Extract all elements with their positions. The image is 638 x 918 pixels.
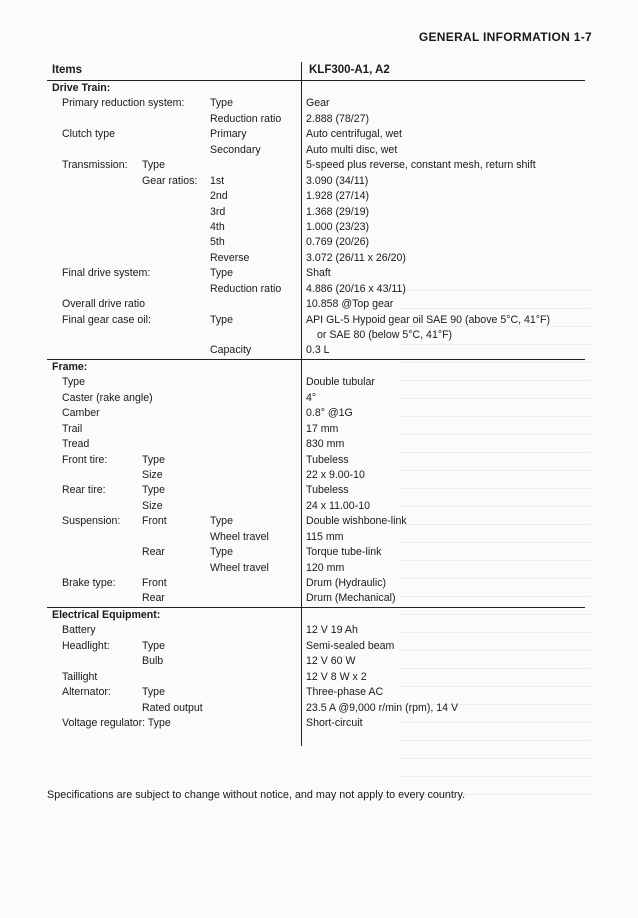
table-row xyxy=(47,189,585,204)
table-row xyxy=(47,112,585,127)
item-label: Type xyxy=(62,376,85,389)
items-column-header: Items xyxy=(52,64,83,76)
item-label: Taillight xyxy=(62,670,98,683)
spec-value: 1.000 (23/23) xyxy=(306,220,370,233)
spec-value: 22 x 9.00-10 xyxy=(306,468,365,481)
table-row xyxy=(47,343,585,358)
sub-label: Front xyxy=(142,577,167,589)
item-label: Brake type: xyxy=(62,577,116,589)
spec-value: 3.072 (26/11 x 26/20) xyxy=(306,251,406,264)
spec-value: 0.769 (20/26) xyxy=(306,236,370,249)
spec-value: Short-circuit xyxy=(306,716,363,729)
spec-value: Drum (Hydraulic) xyxy=(306,577,387,589)
table-row xyxy=(47,158,585,173)
detail-label: Type xyxy=(210,546,233,559)
item-label: Camber xyxy=(62,407,100,420)
detail-label: Capacity xyxy=(210,344,252,357)
item-label: Primary reduction system: xyxy=(62,97,185,110)
table-row xyxy=(47,670,585,685)
detail-label: 3rd xyxy=(210,205,226,218)
table-row xyxy=(47,685,585,700)
sub-label: Bulb xyxy=(142,655,164,668)
table-header xyxy=(47,62,585,81)
detail-label: Wheel travel xyxy=(210,530,269,543)
table-row xyxy=(47,607,585,623)
footnote: Specifications are subject to change without notice, and may not apply to every country. xyxy=(47,789,466,801)
detail-label: Reduction ratio xyxy=(210,282,282,295)
spec-value: Three-phase AC xyxy=(306,686,384,699)
table-row xyxy=(47,297,585,312)
spec-value: 1.368 (29/19) xyxy=(306,205,370,218)
table-row xyxy=(47,499,585,514)
detail-label: Type xyxy=(210,97,233,110)
spec-value: 4° xyxy=(306,391,317,404)
table-body xyxy=(47,81,585,731)
spec-value: 12 V 60 W xyxy=(306,655,356,668)
detail-label: 5th xyxy=(210,236,225,249)
table-row xyxy=(47,375,585,390)
spec-value: API GL-5 Hypoid gear oil SAE 90 (above 5°C, 41°F) xyxy=(306,313,551,326)
sub-label: Type xyxy=(142,159,165,172)
spec-value: Double wishbone-link xyxy=(306,515,407,528)
section-heading: Drive Train: xyxy=(52,82,111,94)
item-label: Headlight: xyxy=(62,639,110,652)
item-label: Caster (rake angle) xyxy=(62,391,153,404)
section-heading: Electrical Equipment: xyxy=(52,608,161,621)
spec-value: 115 mm xyxy=(306,530,344,543)
sub-label: Rated output xyxy=(142,701,203,714)
model-column-header: KLF300-A1, A2 xyxy=(309,64,390,76)
table-row xyxy=(47,453,585,468)
table-row xyxy=(47,623,585,638)
spec-value: Tubeless xyxy=(306,453,349,466)
sub-label: Type xyxy=(142,686,165,699)
spec-value: 0.8° @1G xyxy=(306,407,353,420)
table-row xyxy=(47,530,585,545)
spec-value: Drum (Mechanical) xyxy=(306,592,396,605)
detail-label: 1st xyxy=(210,174,225,187)
detail-label: Reduction ratio xyxy=(210,112,282,125)
table-row xyxy=(47,81,585,96)
spec-value: 5-speed plus reverse, constant mesh, return shift xyxy=(306,159,536,172)
sub-label: Type xyxy=(142,484,165,497)
spec-value: Double tubular xyxy=(306,376,375,389)
item-label: Battery xyxy=(62,624,96,637)
table-row xyxy=(47,174,585,189)
sub-label: Front xyxy=(142,515,167,528)
table-row xyxy=(47,576,585,591)
sub-label: Size xyxy=(142,468,163,481)
table-row xyxy=(47,468,585,483)
detail-label: Type xyxy=(210,515,233,528)
detail-label: 4th xyxy=(210,220,225,233)
table-row xyxy=(47,591,585,606)
spec-value: 830 mm xyxy=(306,438,345,451)
table-row xyxy=(47,205,585,220)
spec-value-continued: or SAE 80 (below 5°C, 41°F) xyxy=(317,329,453,341)
sub-label: Size xyxy=(142,499,163,512)
item-label: Final gear case oil: xyxy=(62,313,151,326)
table-row xyxy=(47,220,585,235)
spec-value: 12 V 19 Ah xyxy=(306,624,358,637)
table-row xyxy=(47,96,585,111)
spec-value: 0.3 L xyxy=(306,344,330,357)
spec-value: Auto centrifugal, wet xyxy=(306,128,402,141)
detail-label: Type xyxy=(210,267,233,280)
table-row xyxy=(47,359,585,375)
detail-label: Type xyxy=(210,313,233,326)
spec-value: Tubeless xyxy=(306,484,349,497)
spec-value: Torque tube-link xyxy=(306,546,382,559)
spec-value: 24 x 11.00-10 xyxy=(306,499,371,512)
table-row xyxy=(47,422,585,437)
sub-label: Rear xyxy=(142,592,165,605)
spec-value: 12 V 8 W x 2 xyxy=(306,670,367,683)
table-row xyxy=(47,561,585,576)
sub-label: Rear xyxy=(142,546,165,559)
table-row xyxy=(47,639,585,654)
item-label: Transmission: xyxy=(62,159,128,172)
table-row xyxy=(47,266,585,281)
table-row xyxy=(47,406,585,421)
table-row xyxy=(47,701,585,716)
table-row xyxy=(47,483,585,498)
table-row xyxy=(47,654,585,669)
table-row xyxy=(47,251,585,266)
table-row xyxy=(47,235,585,250)
detail-label: 2nd xyxy=(210,190,228,203)
table-row xyxy=(47,143,585,158)
table-row xyxy=(47,514,585,529)
spec-value: Auto multi disc, wet xyxy=(306,143,398,156)
item-label: Final drive system: xyxy=(62,267,151,280)
spec-value: 120 mm xyxy=(306,561,345,574)
item-label: Clutch type xyxy=(62,128,115,141)
spec-value: 17 mm xyxy=(306,422,339,435)
table-row xyxy=(47,328,585,343)
item-label: Suspension: xyxy=(62,515,121,528)
item-label: Tread xyxy=(62,438,90,451)
detail-label: Primary xyxy=(210,128,247,141)
table-row xyxy=(47,282,585,297)
spec-value: Gear xyxy=(306,97,330,110)
spec-value: Semi-sealed beam xyxy=(306,639,395,652)
item-label: Voltage regulator: Type xyxy=(62,716,171,729)
spec-value: 2.888 (78/27) xyxy=(306,112,370,125)
item-label: Front tire: xyxy=(62,453,108,466)
table-row xyxy=(47,127,585,142)
detail-label: Wheel travel xyxy=(210,561,269,574)
item-label: Overall drive ratio xyxy=(62,298,146,311)
sub-label: Type xyxy=(142,639,165,652)
spec-value: 23.5 A @9,000 r/min (rpm), 14 V xyxy=(306,701,459,714)
sub-label: Type xyxy=(142,453,165,466)
spec-value: 4.886 (20/16 x 43/11) xyxy=(306,282,406,295)
detail-label: Reverse xyxy=(210,251,250,264)
table-row xyxy=(47,391,585,406)
table-row xyxy=(47,313,585,328)
table-row xyxy=(47,437,585,452)
sub-label: Gear ratios: xyxy=(142,174,198,187)
table-row xyxy=(47,545,585,560)
spec-table xyxy=(47,62,585,731)
item-label: Alternator: xyxy=(62,686,111,699)
spec-value: 3.090 (34/11) xyxy=(306,174,369,187)
spec-value: Shaft xyxy=(306,267,331,280)
spec-value: 10.858 @Top gear xyxy=(306,298,394,311)
spec-value: 1.928 (27/14) xyxy=(306,190,370,203)
page-header: GENERAL INFORMATION 1-7 xyxy=(418,30,592,44)
table-row xyxy=(47,716,585,731)
item-label: Trail xyxy=(62,422,83,435)
item-label: Rear tire: xyxy=(62,484,106,497)
section-heading: Frame: xyxy=(52,360,88,373)
detail-label: Secondary xyxy=(210,143,261,156)
